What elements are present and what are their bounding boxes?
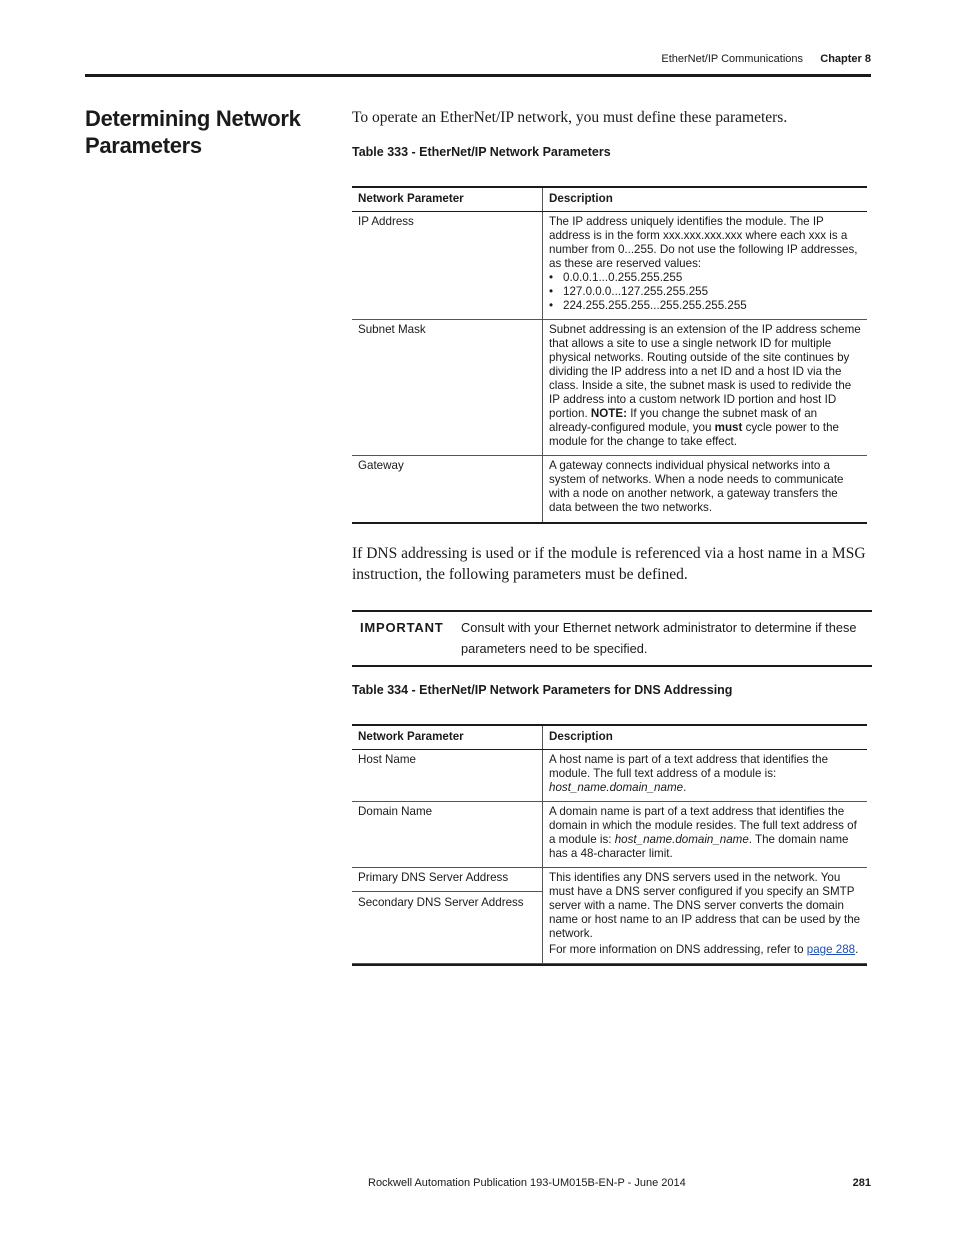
- table-row: [352, 802, 867, 868]
- desc-text: A domain name is part of a text address that identifies the domain in which the module resides. The full text address of a module is:: [549, 805, 857, 846]
- header-rule: [85, 74, 871, 77]
- desc-text: . The domain name has a 48-character limit.: [549, 833, 849, 860]
- header-chapter: Chapter 8: [820, 53, 871, 65]
- table-header-row: [352, 187, 867, 212]
- desc-text: The IP address uniquely identifies the module. The IP address is in the form xxx.xxx.xxx.xxx where each xxx is a number from 0...255. Do not use the following IP addresses, as these are reserved values:: [549, 215, 858, 270]
- desc-text: This identifies any DNS servers used in the network. You must have a DNS server configured if you specify an SMTP server with a name. The DNS server converts the domain name or host name to an IP address that can be used by the network.: [549, 871, 861, 940]
- dns-parameters-table: [352, 724, 867, 966]
- table2-caption: Table 334 - EtherNet/IP Network Parameters for DNS Addressing: [352, 683, 733, 697]
- desc-cell: [543, 212, 868, 320]
- page-number: 281: [852, 1177, 871, 1189]
- secondary-dns-cell: [352, 891, 542, 910]
- table-row: [352, 456, 867, 524]
- desc-text: For more information on DNS addressing, refer to: [549, 943, 807, 956]
- column-header: Description: [543, 187, 868, 212]
- page-link[interactable]: page 288: [806, 943, 856, 956]
- table-row: [352, 750, 867, 802]
- desc-cell: [543, 868, 868, 964]
- param-cell: Subnet Mask: [352, 320, 543, 456]
- note-text: cycle power to the module for the change to take effect.: [549, 421, 840, 448]
- desc-cell: [543, 320, 868, 456]
- note-text: If you change the subnet mask of an already-configured module, you: [549, 407, 818, 434]
- desc-text: .: [855, 943, 859, 956]
- desc-cell: [543, 802, 868, 868]
- table-end: [352, 964, 867, 966]
- reserved-address-list: [549, 271, 861, 313]
- table-row: [352, 212, 867, 320]
- important-label: IMPORTANT: [360, 620, 444, 635]
- primary-dns-label: Primary DNS Server Address: [358, 871, 509, 884]
- table-header-row: [352, 725, 867, 750]
- important-text: Consult with your Ethernet network administrator to determine if these parameters need to be specified.: [461, 620, 857, 656]
- table1-caption: Table 333 - EtherNet/IP Network Parameters: [352, 145, 611, 159]
- secondary-dns-label: Secondary DNS Server Address: [358, 896, 524, 909]
- network-parameters-table: [352, 186, 867, 524]
- table-row: [352, 868, 867, 964]
- param-cell: IP Address: [352, 212, 543, 320]
- section-title: Determining Network Parameters: [85, 106, 301, 158]
- list-item: • 224.255.255.255...255.255.255.255: [549, 299, 861, 313]
- desc-cell: [543, 750, 868, 802]
- desc-cell: A gateway connects individual physical networks into a system of networks. When a node needs to communicate with a node on another network, a gateway transfers the data between the two networks.: [543, 456, 868, 524]
- column-header: Network Parameter: [352, 725, 543, 750]
- desc-text: A host name is part of a text address that identifies the module. The full text address of a module is:: [549, 753, 829, 780]
- param-cell: Gateway: [352, 456, 543, 524]
- important-callout: [352, 610, 872, 667]
- column-header: Description: [543, 725, 868, 750]
- dns-paragraph: If DNS addressing is used or if the module is referenced via a host name in a MSG instruction, the following parameters must be defined.: [352, 545, 866, 583]
- list-item: • 127.0.0.0...127.255.255.255: [549, 285, 861, 299]
- param-cell: Host Name: [352, 750, 543, 802]
- desc-italic: host_name.domain_name: [549, 781, 684, 794]
- param-cell: Domain Name: [352, 802, 543, 868]
- header-section: EtherNet/IP Communications: [661, 53, 803, 65]
- desc-text: Subnet addressing is an extension of the IP address scheme that allows a site to use a single network ID for multiple physical networks. Routing outside of the site continues by dividing the IP address into a net ID and a host ID via the class. Inside a site, the subnet mask is used to redivide the IP address into a custom network ID portion and host ID portion.: [549, 323, 861, 420]
- param-cell: [352, 868, 543, 964]
- note-emphasis: must: [714, 421, 743, 434]
- more-info: [549, 943, 861, 957]
- footer-publication: Rockwell Automation Publication 193-UM015B-EN-P - June 2014: [368, 1177, 686, 1189]
- running-header: [85, 53, 871, 69]
- desc-italic: host_name.domain_name: [614, 833, 749, 846]
- table-row: [352, 320, 867, 456]
- intro-paragraph: To operate an EtherNet/IP network, you must define these parameters.: [352, 109, 788, 126]
- column-header: Network Parameter: [352, 187, 543, 212]
- list-item: • 0.0.0.1...0.255.255.255: [549, 271, 861, 285]
- note-label: NOTE:: [590, 407, 627, 420]
- desc-text: .: [683, 781, 687, 794]
